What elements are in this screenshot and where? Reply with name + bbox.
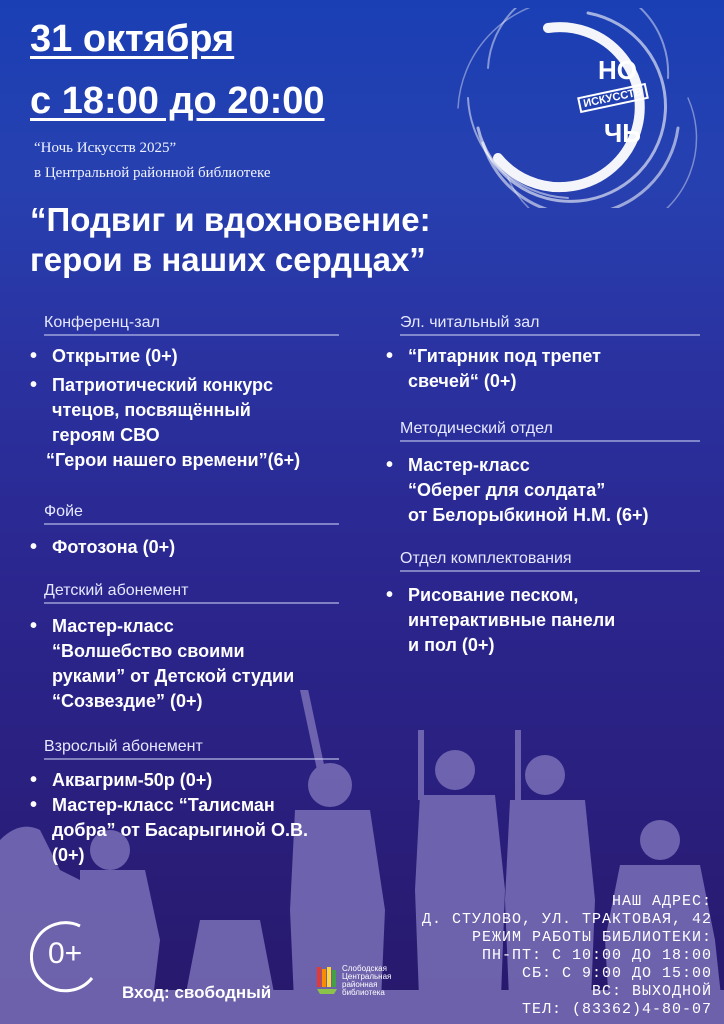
list-item-line: свечей“ (0+)	[408, 371, 517, 391]
adult-items	[30, 768, 370, 868]
event-title-line1: “Подвиг и вдохновение:	[30, 201, 431, 238]
section-conference-hall	[44, 314, 339, 336]
list-item-line: интерактивные панели	[408, 610, 616, 630]
list-item: • Патриотический конкурс	[30, 373, 370, 398]
list-item: • “Гитарник под трепет	[386, 344, 716, 369]
children-items	[30, 614, 370, 714]
library-name-line: Центральная	[342, 972, 392, 981]
list-item-line: “Созвездие” (0+)	[52, 691, 203, 711]
hours-sunday: ВС: ВЫХОДНОЙ	[591, 983, 712, 1000]
section-title: Конференц-зал	[44, 314, 339, 336]
list-item: • Открытие (0+)	[30, 344, 370, 369]
e-reading-items	[386, 344, 716, 394]
event-time: с 18:00 до 20:00	[30, 80, 325, 122]
phone: ТЕЛ: (83362)4-80-07	[521, 1001, 712, 1018]
list-item: • Мастер-класс	[386, 453, 716, 478]
list-item: • Фотозона (0+)	[30, 535, 370, 560]
list-item-line: “Оберег для солдата”	[408, 480, 606, 500]
methodical-items	[386, 453, 716, 528]
list-item-line: “Волшебство своими	[52, 641, 245, 661]
address-street: Д. СТУЛОВО, УЛ. ТРАКТОВАЯ, 42	[421, 911, 712, 928]
section-methodical	[400, 420, 700, 442]
library-name-line: районная	[342, 980, 378, 989]
logo-middle-text: ИСКУССТВ	[577, 83, 649, 113]
section-title: Эл. читальный зал	[400, 314, 700, 336]
section-title: Взрослый абонемент	[44, 738, 339, 760]
event-date: 31 октября	[30, 18, 235, 60]
free-entry: Вход: свободный	[122, 983, 272, 1002]
foyer-items	[30, 535, 370, 560]
list-item: • Аквагрим-50р (0+)	[30, 768, 370, 793]
list-item-line: добра” от Басарыгиной О.В.	[52, 820, 308, 840]
list-item-line: руками” от Детской студии	[52, 666, 295, 686]
list-item-line: “Герои нашего времени”(6+)	[46, 450, 301, 470]
logo-top-text: НО	[598, 55, 637, 85]
section-title: Методический отдел	[400, 420, 700, 442]
library-name-line: библиотека	[342, 988, 385, 997]
list-item-line: чтецов, посвящённый	[52, 400, 251, 420]
library-name-line: Слободская	[342, 964, 387, 973]
age-rating: 0+	[48, 937, 83, 970]
library-name	[342, 965, 391, 997]
hours-heading: РЕЖИМ РАБОТЫ БИБЛИОТЕКИ:	[471, 929, 712, 946]
list-item-line: героям СВО	[52, 425, 160, 445]
logo-bottom-text: ЧЬ	[604, 118, 641, 148]
event-place: в Центральной районной библиотеке	[34, 165, 271, 181]
list-item: • Мастер-класс “Талисман	[30, 793, 370, 818]
section-children	[44, 582, 339, 604]
list-item-line: и пол (0+)	[408, 635, 495, 655]
event-name: “Ночь Искусств 2025”	[34, 140, 177, 156]
section-title: Детский абонемент	[44, 582, 339, 604]
section-e-reading-room	[400, 314, 700, 336]
acquisition-items	[386, 583, 716, 658]
event-title-line2: герои в наших сердцах”	[30, 241, 426, 278]
list-item: • Мастер-класс	[30, 614, 370, 639]
hours-saturday: СБ: С 9:00 ДО 15:00	[521, 965, 712, 982]
section-adult	[44, 738, 339, 760]
address-heading: НАШ АДРЕС:	[611, 893, 712, 910]
list-item: • Рисование песком,	[386, 583, 716, 608]
hours-weekdays: ПН-ПТ: С 10:00 ДО 18:00	[481, 947, 712, 964]
list-item-line: от Белорыбкиной Н.М. (6+)	[408, 505, 649, 525]
section-title: Фойе	[44, 503, 339, 525]
library-logo-icon	[316, 965, 338, 995]
section-acquisition	[400, 550, 700, 572]
section-title: Отдел комплектования	[400, 550, 700, 572]
conference-hall-items	[30, 344, 370, 473]
section-foyer	[44, 503, 339, 525]
address-block	[422, 893, 712, 1019]
list-item-line: (0+)	[52, 845, 85, 865]
